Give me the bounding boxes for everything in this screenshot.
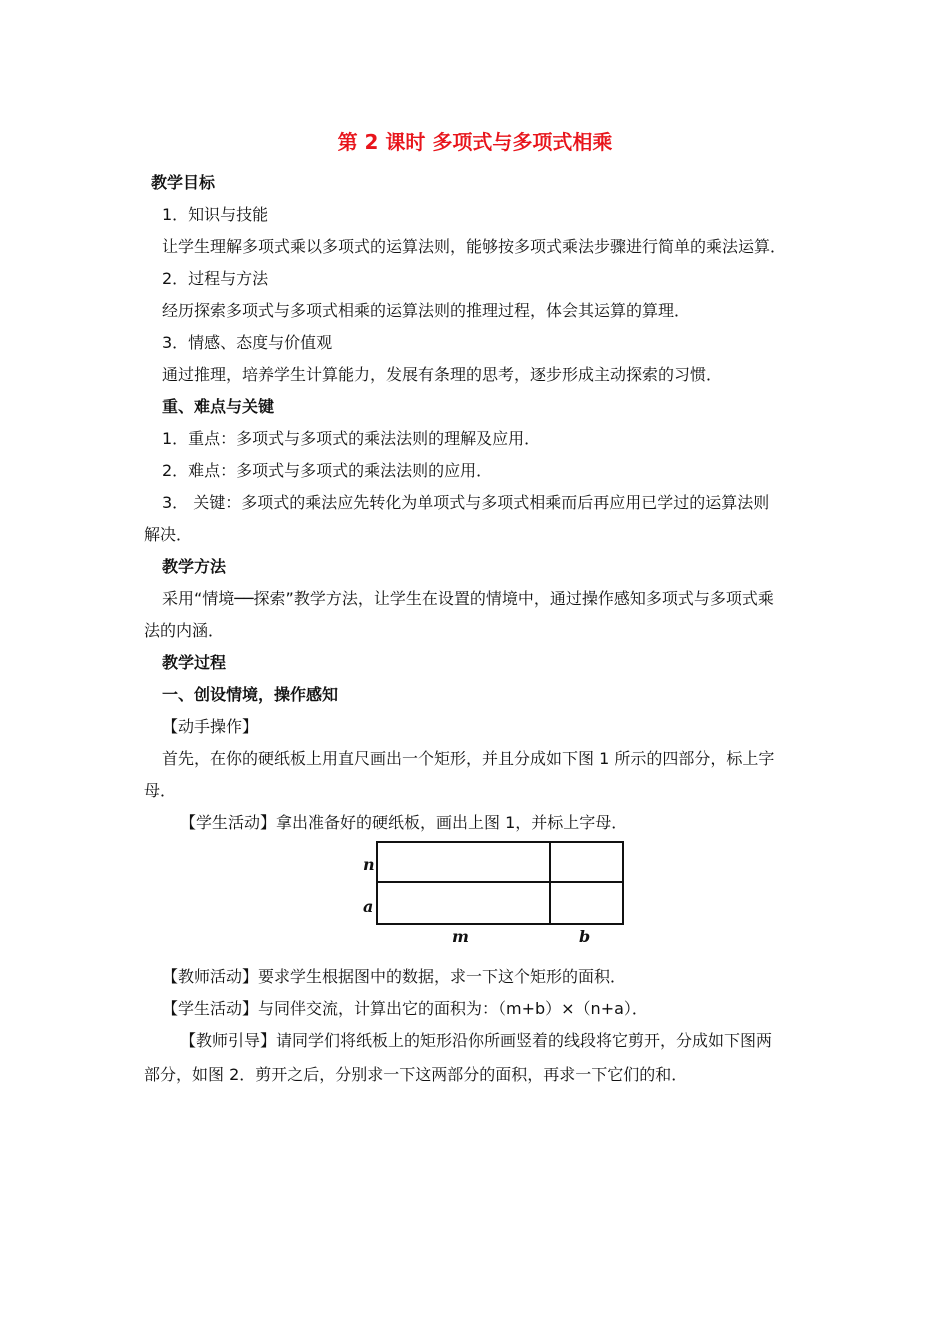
goal3-heading: 3．情感、态度与价值观 (162, 333, 333, 352)
goal1-text: 让学生理解多项式乘以多项式的运算法则，能够按多项式乘法步骤进行简单的乘法运算． (162, 237, 787, 256)
label-b: b (579, 927, 591, 946)
goal2-text: 经历探索多项式与多项式相乘的运算法则的推理过程，体会其运算的算理． (162, 301, 691, 320)
teacher-guide-line2: 部分，如图 2．剪开之后，分别求一下这两部分的面积，再求一下它们的和． (144, 1065, 688, 1084)
teacher-activity-1: 【教师活动】要求学生根据图中的数据，求一下这个矩形的面积． (162, 967, 627, 986)
hands-on-label: 【动手操作】 (162, 717, 259, 736)
part1-heading: 一、创设情境，操作感知 (162, 685, 339, 704)
goal1-heading: 1．知识与技能 (162, 205, 269, 224)
key-point-3-line1: 3． 关键：多项式的乘法应先转化为单项式与多项式相乘而后再应用已学过的运算法则 (162, 493, 770, 512)
rectangle-figure-1 (360, 838, 630, 950)
label-n: n (363, 855, 375, 874)
method-heading: 教学方法 (162, 557, 227, 576)
label-a: a (363, 897, 374, 916)
method-text-line1: 采用“情境──探索”教学方法，让学生在设置的情境中，通过操作感知多项式与多项式乘 (162, 589, 774, 608)
goal3-text: 通过推理，培养学生计算能力，发展有条理的思考，逐步形成主动探索的习惯． (162, 365, 723, 384)
process-heading: 教学过程 (162, 653, 227, 672)
label-m: m (452, 927, 469, 946)
method-text-line2: 法的内涵． (144, 621, 225, 640)
intro-text-line2: 母． (144, 781, 177, 800)
goal2-heading: 2．过程与方法 (162, 269, 269, 288)
teacher-guide-line1: 【教师引导】请同学们将纸板上的矩形沿你所画竖着的线段将它剪开，分成如下图两 (180, 1031, 773, 1050)
student-activity-1: 【学生活动】拿出准备好的硬纸板，画出上图 1，并标上字母． (180, 813, 628, 832)
key-point-2: 2．难点：多项式与多项式的乘法法则的应用． (162, 461, 493, 480)
rectangle-diagram (360, 838, 630, 950)
key-point-1: 1．重点：多项式与多项式的乘法法则的理解及应用． (162, 429, 541, 448)
page-title: 第 2 课时 多项式与多项式相乘 (337, 130, 613, 154)
key-heading: 重、难点与关键 (162, 397, 275, 416)
intro-text-line1: 首先，在你的硬纸板上用直尺画出一个矩形，并且分成如下图 1 所示的四部分，标上字 (162, 749, 775, 768)
goals-heading: 教学目标 (151, 173, 216, 192)
student-activity-2: 【学生活动】与同伴交流，计算出它的面积为：（m+b）×（n+a）． (162, 999, 648, 1018)
key-point-3-line2: 解决． (144, 525, 193, 544)
